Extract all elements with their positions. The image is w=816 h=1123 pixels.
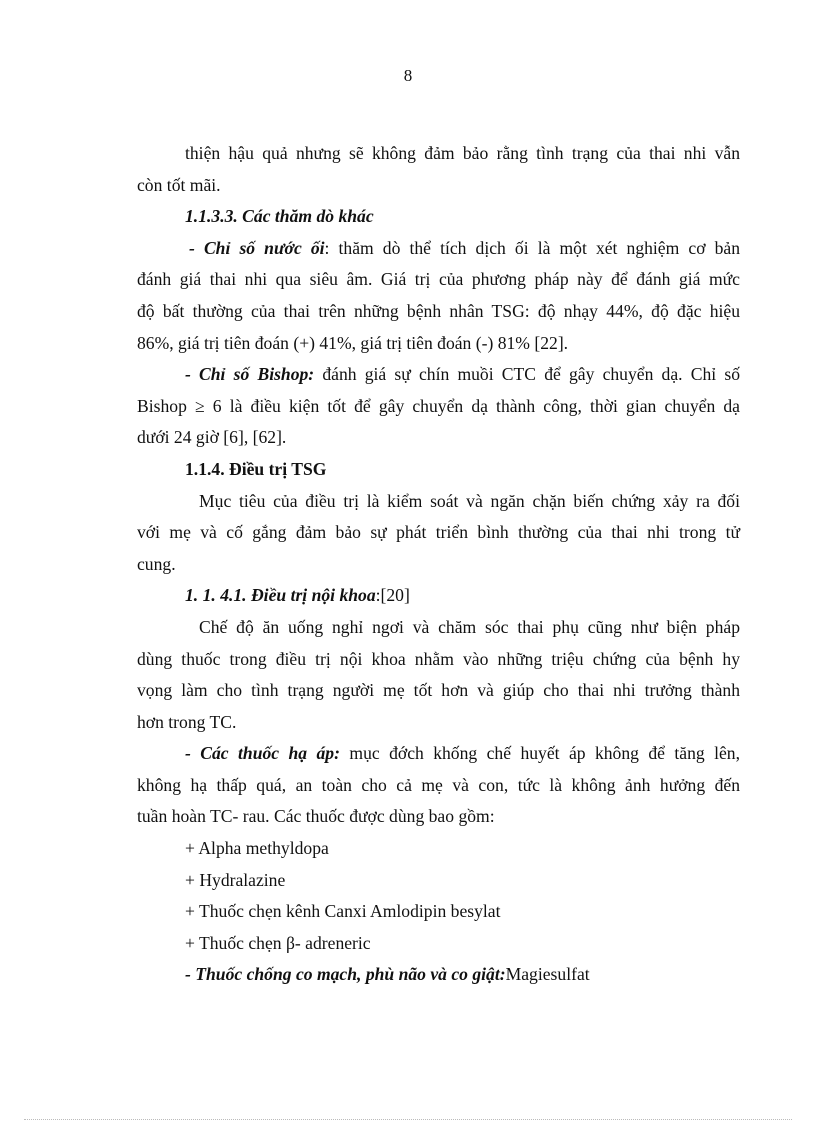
paragraph-line: cung.	[137, 553, 176, 574]
paragraph-line: tuần hoàn TC- rau. Các thuốc được dùng bao gồm:	[137, 806, 495, 827]
paragraph-text: Magiesulfat	[505, 964, 590, 985]
paragraph-line: 86%, giá trị tiên đoán (+) 41%, giá trị tiên đoán (-) 81% [22].	[137, 332, 569, 353]
paragraph-line: dùng thuốc trong điều trị nội khoa nhằm vào những triệu chứng của bệnh hy	[137, 648, 740, 669]
paragraph-line: dưới 24 giờ [6], [62].	[137, 427, 287, 448]
page-bottom-divider	[24, 1119, 792, 1120]
paragraph-line	[137, 359, 740, 391]
paragraph-line: còn tốt mãi.	[137, 174, 221, 195]
paragraph-line: độ bất thường của thai trên những bệnh nhân TSG: độ nhạy 44%, độ đặc hiệu	[137, 300, 740, 321]
section-heading: 1.1.3.3. Các thăm dò khác	[185, 206, 374, 227]
paragraph-line: không hạ thấp quá, an toàn cho cả mẹ và con, tức là không ảnh hưởng đến	[137, 774, 740, 795]
section-heading: 1.1.4. Điều trị TSG	[185, 458, 327, 479]
heading-text: 1. 1. 4.1. Điều trị nội khoa	[185, 585, 376, 606]
paragraph-line: Bishop ≥ 6 là điều kiện tốt để gây chuyển dạ thành công, thời gian chuyển dạ	[137, 395, 740, 416]
paragraph-text: : thăm dò thể tích dịch ối là một xét nghiệm cơ bản	[324, 237, 740, 258]
paragraph-line: với mẹ và cố gắng đảm bảo sự phát triển bình thường của thai nhi trong tử	[137, 522, 740, 543]
section-heading	[137, 580, 740, 612]
paragraph-line: thiện hậu quả nhưng sẽ không đảm bảo rằng tình trạng của thai nhi vẫn	[185, 143, 740, 163]
list-item: + Thuốc chẹn β- adreneric	[185, 932, 371, 953]
list-item: + Alpha methyldopa	[185, 838, 329, 859]
term-label: - Chỉ số Bishop:	[185, 364, 315, 385]
paragraph-line: hơn trong TC.	[137, 711, 237, 732]
paragraph-line: Mục tiêu của điều trị là kiểm soát và ngăn chặn biến chứng xảy ra đối	[199, 490, 740, 511]
paragraph-line: vọng làm cho tình trạng người mẹ tốt hơn và giúp cho thai nhi trưởng thành	[137, 680, 740, 701]
document-body	[137, 138, 740, 991]
paragraph-text: đánh giá sự chín muồi CTC để gây chuyển dạ. Chỉ số	[314, 364, 740, 385]
paragraph-line: đánh giá thai nhi qua siêu âm. Giá trị của phương pháp này để đánh giá mức	[137, 269, 740, 290]
paragraph-line: Chế độ ăn uống nghỉ ngơi và chăm sóc thai phụ cũng như biện pháp	[199, 616, 740, 637]
paragraph-line	[137, 959, 740, 991]
term-label: - Chỉ số nước ối	[189, 237, 325, 258]
paragraph-text: mục đớch khống chế huyết áp không để tăng lên,	[339, 743, 740, 764]
page-number: 8	[403, 66, 413, 85]
term-label: - Các thuốc hạ áp:	[185, 743, 340, 764]
paragraph-line	[137, 233, 740, 265]
list-item: + Thuốc chẹn kênh Canxi Amlodipin besylat	[185, 901, 501, 922]
list-item: + Hydralazine	[185, 869, 286, 890]
heading-reference: :[20]	[375, 585, 410, 606]
term-label: - Thuốc chống co mạch, phù não và co giật:	[185, 964, 506, 985]
paragraph-line	[137, 738, 740, 770]
